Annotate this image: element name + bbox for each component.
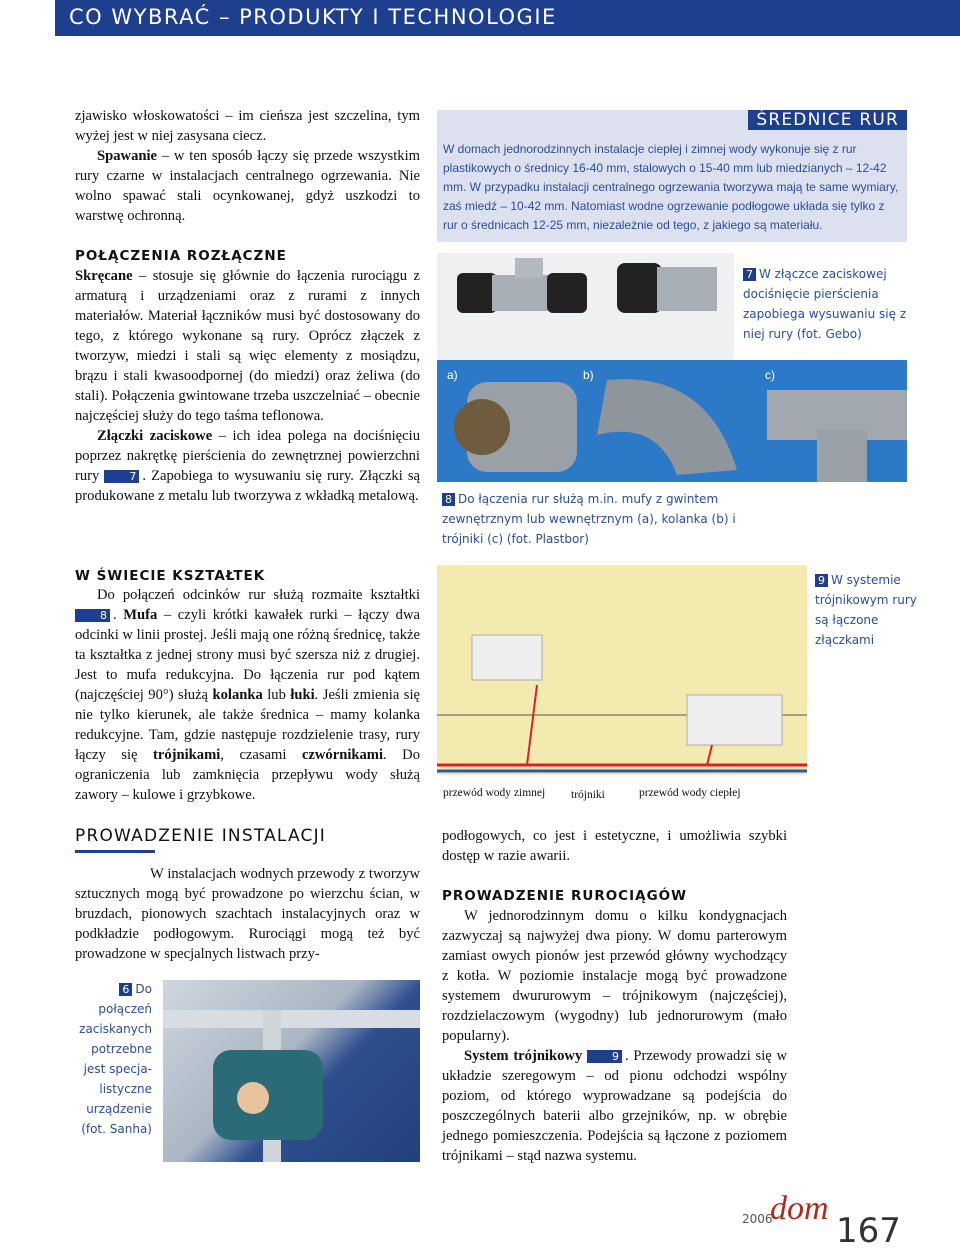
photo-crimping-tool — [163, 980, 420, 1162]
caption-7: 7 W złączce zaciskowej dociśnięcie pierścienia zapobiega wysuwaniu się z niej rury (fot. Gebo) — [743, 267, 907, 341]
figure-ref: 8 — [75, 609, 110, 622]
fitting-body — [657, 267, 717, 311]
paragraph: Skręcane – stosuje się głównie do łączenia rurociągu z armaturą i urządzeniami oraz z rurami z innych materiałów. Materiał łączników musi być dostosowany do tego, z którego wykonane są rury. Oprócz złączek z tworzyw, miedzi i stali są więc elementy z mosiądzu, brązu i stali kwasoodpornej (do miedzi) oraz żeliwa (do stali). Połączenia gwintowane trzeba uszczelniać – obecnie najczęściej służy do tego taśma teflonowa. — [75, 268, 420, 424]
section-title: CO WYBRAĆ – PRODUKTY I TECHNOLOGIE — [69, 5, 557, 29]
polaczenia-body — [75, 266, 420, 506]
figure-number: 9 — [815, 574, 828, 587]
rurociagi-body — [442, 906, 787, 1166]
radiator-shape — [687, 695, 782, 745]
info-box-text: W domach jednorodzinnych instalacje ciepłej i zimnej wody wykonuje się z rur plastikowych o średnicy 16-40 mm, stalowych o 15-40 mm lub miedzianych – 12-42 mm. W przypadku instalacji centralnego ogrzewania tworzywa mają te same wymiary, zaś miedź – 10-42 mm. Natomiast wodne ogrzewanie podłogowe układa się tylko z rur o średnicach 12-25 mm, niezależnie od tego, z jakiego są materiału. — [443, 142, 899, 232]
figure-number: 6 — [119, 983, 132, 996]
hand-shape — [237, 1082, 269, 1114]
fitting-cap — [547, 273, 587, 313]
fitting-cap — [457, 273, 497, 313]
fitting-body — [492, 275, 552, 311]
fitting-body — [515, 258, 543, 278]
caption-6: 6 Do połączeń zaciskanych potrzebne jest specja- listyczne urządzenie (fot. Sanha) — [79, 982, 152, 1136]
label-tees: trójniki — [571, 789, 605, 801]
paragraph: podłogowych, co jest i estetyczne, i umożliwia szybki dostęp w razie awarii. — [442, 828, 787, 864]
heading-polaczenia: POŁĄCZENIA ROZŁĄCZNE — [75, 248, 287, 264]
heading-ksztaltki: W ŚWIECIE KSZTAŁTEK — [75, 568, 266, 584]
photo-compression-fittings — [437, 253, 734, 361]
prowadzenie-body — [75, 864, 420, 964]
page-number: 167 — [836, 1211, 901, 1251]
paragraph: zjawisko włoskowatości – im cieńsza jest szczelina, tym wyżej jest w niej zasysana ciecz. — [75, 108, 420, 144]
tee-system-illustration — [437, 565, 807, 808]
paragraph: Złączki zaciskowe – ich idea polega na dociśnięciu poprzez nakrętkę pierścienia do zewnętrznej powierzchni rury 7 . Zapobiega to wysuwaniu się rury. Złączki są produkowane z metalu lub tworzywa z wkładką metalową. — [75, 428, 420, 504]
paragraph: System trójnikowy 9 . Przewody prowadzi się w układzie szeregowym – od pionu odchodzi wspólny poziom, od którego wyprowadzane są podejścia do poszczególnych baterii albo grzejników, np. w obrębie jednego pomieszczenia. Podejścia są łączone z poziomem trójnikami – stąd nazwa systemu. — [442, 1048, 788, 1164]
section-header — [55, 0, 960, 36]
radiator-shape — [472, 635, 542, 680]
col1-top — [75, 106, 420, 226]
heading-rurociagi: PROWADZENIE RUROCIĄGÓW — [442, 888, 688, 904]
label-cold-pipe: przewód wody zimnej — [443, 787, 546, 799]
heading-prowadzenie: PROWADZENIE INSTALACJI — [75, 826, 327, 846]
fitting-cap — [617, 263, 662, 313]
paragraph: W jednorodzinnym domu o kilku kondygnacjach zazwyczaj są najwyżej dwa piony. W domu parterowym zamiast owych pionów jest przewód główny wychodzący z kotła. W poziomie instalacje mogą być prowadzone systemem dwururowym – trójnikowym (najczęściej), rozdzielaczowym (wygodny) lub jednorurowym (mało popularny). — [442, 908, 787, 1044]
figure-ref: 9 — [587, 1050, 622, 1063]
pipe-fittings-illustration — [437, 360, 907, 482]
label-hot-pipe: przewód wody ciepłej — [639, 787, 741, 799]
magazine-logo: dom — [770, 1190, 829, 1227]
ksztaltki-body — [75, 585, 420, 805]
tool-illustration — [163, 980, 420, 1162]
label-b: b) — [583, 368, 594, 382]
figure-ref: 7 — [104, 470, 139, 483]
label-a: a) — [447, 368, 458, 382]
elbow-b — [597, 379, 737, 475]
paragraph: Spawanie – w ten sposób łączy się przede wszystkim rury czarne w instalacjach centralnego ogrzewania. Nie wolno spawać stali ocynkowanej, gdyż uszkodzi to warstwę ochronną. — [75, 148, 420, 224]
fittings-illustration — [437, 253, 734, 361]
photo-pipe-fittings — [437, 360, 907, 482]
prowadzenie-continued — [442, 826, 787, 866]
pipe-shape — [163, 1010, 420, 1028]
diagram-tee-system — [437, 565, 807, 808]
figure-number: 7 — [743, 268, 756, 281]
paragraph: Do połączeń odcinków rur służą rozmaite kształtki 8 . Mufa – czyli krótki kawałek rurki – łączy dwa odcinki w linii prostej. Jeśli mają one różną średnicę, także ta kształtka z jednej strony musi być szersza niż z drugiej. Jest to mufa redukcyjna. Do łączenia rur pod kątem (najczęściej 90°) służą kolanka lub łuki. Jeśli zmienia się nie tylko kierunek, ale także średnica – mamy kolanka redukcyjne. Tam, gdzie następuje rozdzielenie trasy, rury łączy się trójnikami, czasami czwórnikami. Do ograniczenia lub zamknięcia przepływu wody służą zawory – kulowe i grzybkowe. — [75, 587, 420, 803]
figure-number: 8 — [442, 493, 455, 506]
info-box-title: ŚREDNICE RUR — [748, 110, 907, 130]
caption-9: 9 W systemie trójnikowym rury są łączone złączkami — [815, 573, 917, 647]
tee-c — [817, 430, 867, 482]
coupling-thread — [454, 399, 510, 455]
info-box-srednice — [437, 110, 907, 242]
caption-8: 8 Do łączenia rur służą m.in. mufy z gwintem zewnętrznym lub wewnętrznym (a), kolanka (b) i trójniki (c) (fot. Plastbor) — [442, 492, 736, 546]
footer-year: 2006 — [742, 1212, 773, 1226]
heading-underline — [75, 850, 155, 853]
label-c: c) — [765, 368, 775, 382]
paragraph: W instalacjach wodnych przewody z tworzyw sztucznych mogą być prowadzone po wierzchu ścian, w bruzdach, pionowych szachtach instalacyjnych oraz w podkładzie podłogowym. Rurociągi mogą też być prowadzone w specjalnych listwach przy- — [75, 866, 420, 962]
